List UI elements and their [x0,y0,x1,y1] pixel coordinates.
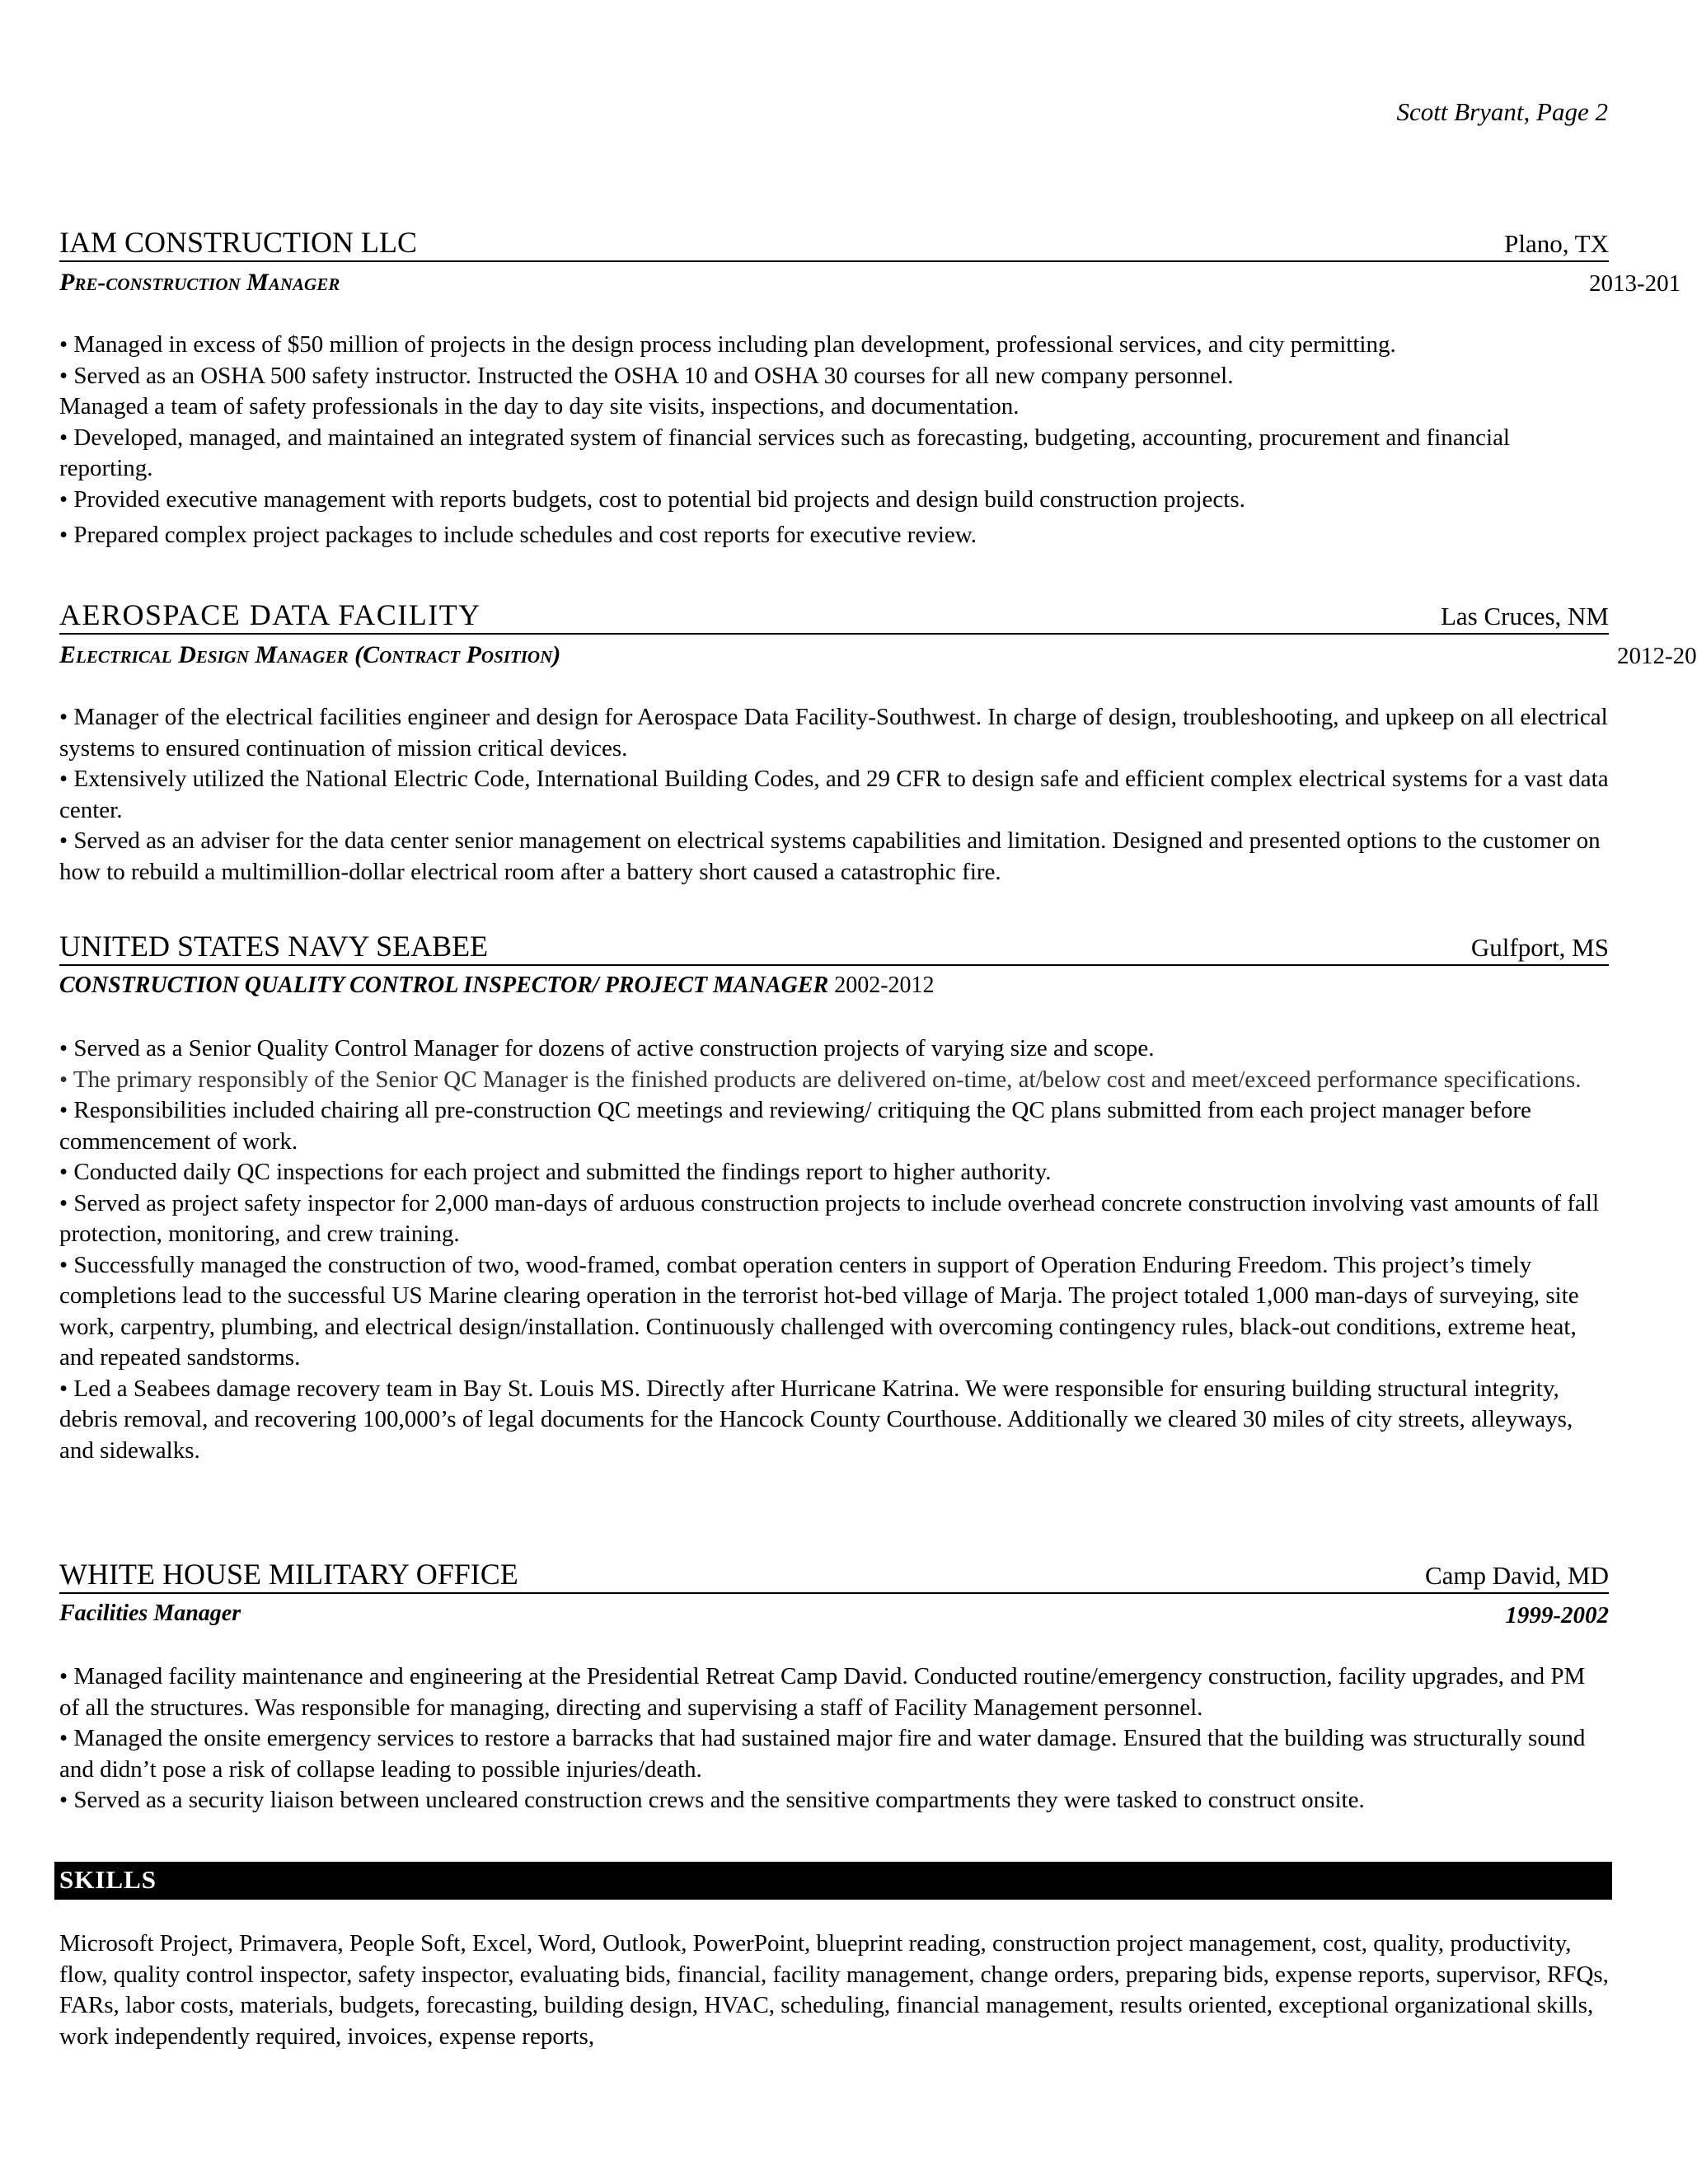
role-row [59,1594,1609,1632]
job-dates: 2002-2012 [834,972,935,998]
bullet-item: Managed a team of safety professionals in the day to day site visits, inspections, and documentation. [59,393,1020,419]
job-title: Facilities Manager [59,1601,241,1626]
bullet-item: • Provided executive management with reports budgets, cost to potential bid projects and design build construction projects. [59,485,1245,513]
role-row [59,635,1697,673]
job-title: Pre-construction Manager [59,269,340,296]
company-row [59,221,1609,262]
bullet-item: • Prepared complex project packages to include schedules and cost reports for executive review. [59,522,977,548]
skills-heading: SKILLS [59,1865,157,1894]
page-header: Scott Bryant, Page 2 [1396,97,1608,126]
job-title-text: CONSTRUCTION QUALITY CONTROL INSPECTOR/ PROJECT MANAGER [59,972,829,998]
job-title: Electrical Design Manager (Contract Position) [59,641,561,668]
job-section-white-house [59,1553,1609,1816]
company-location: Las Cruces, NM [1440,602,1609,630]
skills-heading-bar [54,1862,1612,1900]
job-bullets [59,702,1609,888]
company-name: UNITED STATES NAVY SEABEE [59,930,489,963]
bullet-item: • Served as project safety inspector for 2,000 man-days of arduous construction projects to include overhead concrete construction involving vast amounts of fall protection, monitoring, and crew training. [59,1189,1600,1247]
job-section-navy-seabee [59,925,1609,1466]
job-section-iam-construction [59,221,1681,551]
bullet-item: • Extensively utilized the National Electric Code, International Building Codes, and 29 CFR to design safe and efficient complex electrical systems for a vast data center. [59,766,1609,823]
company-name: WHITE HOUSE MILITARY OFFICE [59,1558,518,1591]
bullet-item: • Successfully managed the construction of two, wood-framed, combat operation centers in support of Operation Enduring Freedom. This project’s timely completions lead to the successful US Marine clearing operation in the terrorist hot-bed village of Marja. The project totaled 1,000 man-days of surveying, site work, carpentry, plumbing, and electrical design/installation. Continuously challenged with overcoming contingency rules, black-out conditions, extreme heat, and repeated sandstorms. [59,1251,1579,1371]
job-title [59,972,935,999]
company-name: AEROSPACE DATA FACILITY [59,598,481,631]
bullet-item: • Manager of the electrical facilities engineer and design for Aerospace Data Facility-Southwest. In charge of design, troubleshooting, and upkeep on all electrical systems to ensured continuation of mission critical devices. [59,704,1608,762]
job-dates: 1999-2002 [1505,1602,1609,1629]
company-row [59,593,1609,635]
job-dates: 2012-20 [1617,643,1697,669]
bullet-item: • Responsibilities included chairing all pre-construction QC meetings and reviewing/ critiquing the QC plans submitted from each project manager before commencement of work. [59,1097,1531,1155]
bullet-item: • The primary responsibly of the Senior QC Manager is the finished products are delivered on-time, at/below cost and meet/exceed performance specifications. [59,1066,1582,1093]
bullet-item: • Led a Seabees damage recovery team in Bay St. Louis MS. Directly after Hurricane Katrina. We were responsible for ensuring building structural integrity, debris removal, and recovering 100,000’s of legal documents for the Hancock County Courthouse. Additionally we cleared 30 miles of city streets, alleyways, and sidewalks. [59,1375,1573,1464]
company-name: IAM CONSTRUCTION LLC [59,226,418,259]
bullet-item: • Managed the onsite emergency services to restore a barracks that had sustained major fire and water damage. Ensured that the building was structurally sound and didn’t pose a risk of collapse leading to possible injuries/death. [59,1725,1586,1783]
bullet-item: • Served as an adviser for the data center senior management on electrical systems capabilities and limitation. Designed and presented options to the customer on how to rebuild a multimillion-dollar electrical room after a battery short caused a catastrophic fire. [59,827,1601,885]
skills-text: Microsoft Project, Primavera, People Soft, Excel, Word, Outlook, PowerPoint, blueprint reading, construction project management, cost, quality, productivity, flow, quality control inspector, safety inspector, evaluating bids, financial, facility management, change orders, preparing bids, expense reports, supervisor, RFQs, FARs, labor costs, materials, budgets, forecasting, building design, HVAC, scheduling, financial management, results oriented, exceptional organizational skills, work independently required, invoices, expense reports, [59,1930,1609,2050]
job-bullets [59,330,1609,551]
bullet-item: • Served as an OSHA 500 safety instructor. Instructed the OSHA 10 and OSHA 30 courses for all new company personnel. [59,362,1234,389]
job-section-aerospace-data-facility [59,593,1697,888]
job-bullets [59,1661,1609,1816]
company-location: Gulfport, MS [1470,933,1609,962]
job-dates: 2013-201 [1589,270,1681,297]
company-row [59,1553,1609,1594]
role-row [59,966,1609,1004]
bullet-item: • Managed facility maintenance and engineering at the Presidential Retreat Camp David. Conducted routine/emergency construction, facility upgrades, and PM of all the structures. Was responsible for managing, directing and supervising a staff of Facility Management personnel. [59,1663,1586,1721]
bullet-item: • Conducted daily QC inspections for each project and submitted the findings report to higher authority. [59,1159,1052,1185]
bullet-item: • Developed, managed, and maintained an integrated system of financial services such as forecasting, budgeting, accounting, procurement and financial reporting. [59,424,1510,481]
bullet-item: • Served as a Senior Quality Control Manager for dozens of active construction projects of varying size and scope. [59,1035,1155,1062]
company-row [59,925,1609,966]
bullet-item: • Served as a security liaison between uncleared construction crews and the sensitive compartments they were tasked to construct onsite. [59,1787,1365,1813]
role-row [59,262,1681,300]
bullet-item: • Managed in excess of $50 million of projects in the design process including plan development, professional services, and city permitting. [59,331,1396,358]
job-bullets [59,1033,1609,1466]
company-location: Plano, TX [1504,229,1609,258]
company-location: Camp David, MD [1424,1561,1609,1590]
